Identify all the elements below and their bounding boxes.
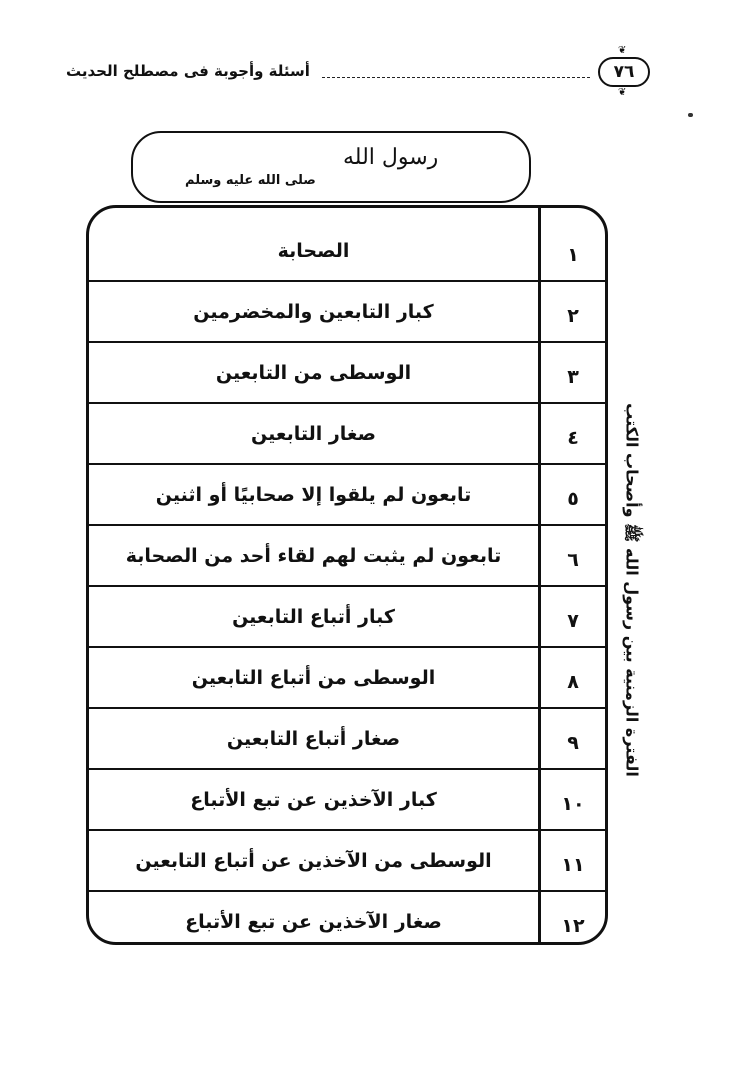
generation-label: كبار الآخذين عن تبع الأتباع: [190, 788, 437, 811]
prophet-blessing: صلى الله عليه وسلم: [185, 173, 316, 188]
table-row: [89, 831, 605, 892]
ink-speck: [688, 113, 693, 117]
table-row: [89, 282, 605, 343]
page-number: ٧٦: [613, 62, 635, 82]
generation-label: كبار التابعين والمخضرمين: [193, 300, 434, 323]
generation-number: ١٠: [561, 792, 585, 815]
prophet-box: [131, 131, 531, 203]
generation-number: ٣: [567, 365, 579, 388]
running-header-title: أسئلة وأجوبة فى مصطلح الحديث: [66, 62, 310, 80]
generation-label: تابعون لم يلقوا إلا صحابيًا أو اثنين: [155, 483, 472, 506]
generation-label: الوسطى من الآخذين عن أتباع التابعين: [135, 849, 492, 872]
generation-number: ٧: [567, 609, 579, 632]
generation-number: ٩: [567, 731, 579, 754]
generation-label: الصحابة: [277, 239, 350, 262]
generation-label: تابعون لم يثبت لهم لقاء أحد من الصحابة: [125, 544, 502, 567]
generations-table: [86, 205, 608, 945]
generation-label: صغار التابعين: [250, 422, 377, 445]
generation-label: كبار أتباع التابعين: [232, 605, 395, 628]
table-row: [89, 648, 605, 709]
page-number-badge: [598, 57, 650, 87]
generation-label: الوسطى من التابعين: [215, 361, 412, 384]
generation-label: صغار الآخذين عن تبع الأتباع: [185, 910, 442, 933]
generation-number: ١١: [561, 853, 585, 876]
ornament-icon: ❦: [618, 87, 627, 98]
generation-number: ٨: [567, 670, 579, 693]
generation-number: ١: [567, 243, 579, 266]
generation-number: ٢: [567, 304, 579, 327]
prophet-title: رسول الله: [343, 145, 439, 170]
table-row: [89, 892, 605, 945]
table-row: [89, 404, 605, 465]
header-divider: [322, 77, 590, 78]
generation-number: ١٢: [561, 914, 585, 937]
table-row: [89, 465, 605, 526]
generation-label: الوسطى من أتباع التابعين: [191, 666, 436, 689]
generation-number: ٤: [567, 426, 579, 449]
table-row: [89, 343, 605, 404]
generation-label: صغار أتباع التابعين: [226, 727, 401, 750]
generation-number: ٥: [567, 487, 579, 510]
table-row: [89, 221, 605, 282]
ornament-icon: ❦: [618, 45, 627, 56]
table-row: [89, 526, 605, 587]
table-row: [89, 770, 605, 831]
table-row: [89, 709, 605, 770]
side-caption-text: الفترة الزمنية بين رسول الله ﷺ وأصحاب الكتب: [622, 403, 642, 777]
generation-number: ٦: [567, 548, 579, 571]
table-row: [89, 587, 605, 648]
